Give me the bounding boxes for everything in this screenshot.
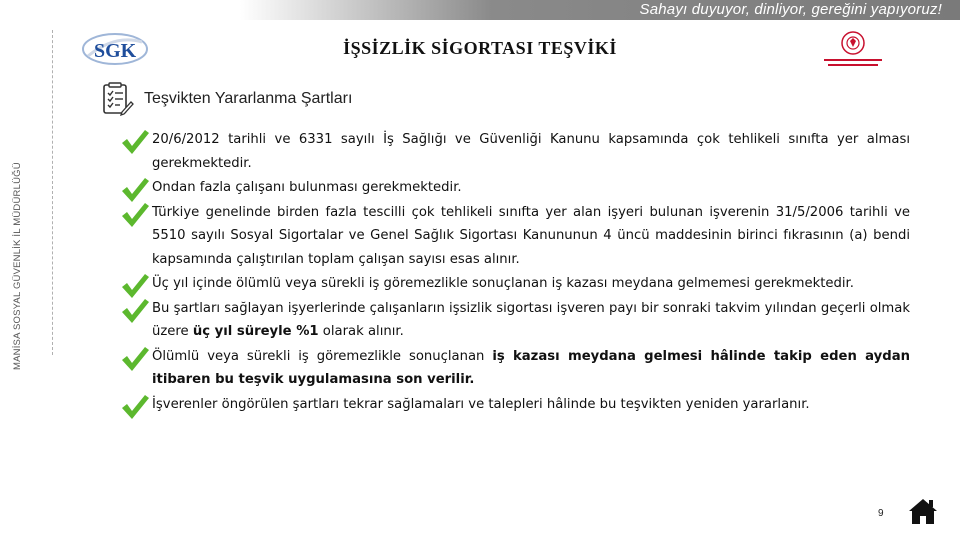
slogan-text: Sahayı duyuyor, dinliyor, gereğini yapıyoruz! <box>639 1 942 18</box>
list-item-text: Ondan fazla çalışanı bulunması gerekmektedir. <box>152 180 462 195</box>
list-item <box>120 345 910 392</box>
check-icon <box>120 128 150 156</box>
list-item-text: 20/6/2012 tarihli ve 6331 sayılı İş Sağlığı ve Güvenliği Kanunu kapsamında çok tehlikeli sınıfta yer alması gerekmektedir. <box>152 132 910 171</box>
list-item <box>120 176 910 200</box>
check-icon <box>120 201 150 229</box>
home-icon[interactable] <box>908 497 938 525</box>
list-item-text-plain: Ölümlü veya sürekli iş göremezlikle sonuçlanan <box>152 348 493 364</box>
section-title: Teşvikten Yararlanma Şartları <box>144 90 353 107</box>
ministry-logo <box>818 30 888 74</box>
check-icon <box>120 393 150 421</box>
sgk-logo-text: SGK <box>94 40 137 62</box>
top-bar <box>0 0 960 20</box>
check-icon <box>120 297 150 325</box>
list-item <box>120 297 910 344</box>
list-item-text-bold: üç yıl süreyle %1 <box>192 324 319 339</box>
list-item-text-tail: olarak alınır. <box>318 324 404 339</box>
list-item-text: İşverenler öngörülen şartları tekrar sağlamaları ve talepleri hâlinde bu teşvikten yeniden yararlanır. <box>152 396 810 412</box>
list-item-text: Türkiye genelinde birden fazla tescilli çok tehlikeli sınıfta yer alan işyeri bulunan işverenin 31/5/2006 tarihli ve 5510 sayılı Sosyal Sigortalar ve Genel Sağlık Sigortası Kanununun 4 üncü maddesinin birinci fıkrasının (a) bendi kapsamında çalıştırılan toplam çalışan sayısı esas alınır. <box>152 204 910 267</box>
list-item-text: Üç yıl içinde ölümlü veya sürekli iş göremezlikle sonuçlanan iş kazası meydana gelmemesi gerekmektedir. <box>152 276 854 291</box>
requirements-list <box>120 128 910 417</box>
list-item-text-bold: iş kazası meydana gelmesi hâlinde takip eden aydan itibaren bu teşvik uygulamasına son verilir. <box>152 348 910 387</box>
page-title: İŞSİZLİK SİGORTASI TEŞVİKİ <box>343 38 617 58</box>
list-item <box>120 201 910 272</box>
page-number: 9 <box>878 508 884 519</box>
list-item-text-plain: Bu şartları sağlayan işyerlerinde çalışanların işsizlik sigortası işveren payı bir sonraki takvim yılından geçerli olmak üzere <box>152 300 910 339</box>
list-item <box>120 128 910 175</box>
side-divider <box>52 30 53 355</box>
list-item-text <box>152 345 910 392</box>
list-item <box>120 272 910 296</box>
checklist-icon <box>100 82 134 116</box>
list-item <box>120 393 910 417</box>
side-label: MANİSA SOSYAL GÜVENLİK İL MÜDÜRLÜĞÜ <box>12 162 23 370</box>
list-item-text <box>152 297 910 344</box>
check-icon <box>120 345 150 373</box>
